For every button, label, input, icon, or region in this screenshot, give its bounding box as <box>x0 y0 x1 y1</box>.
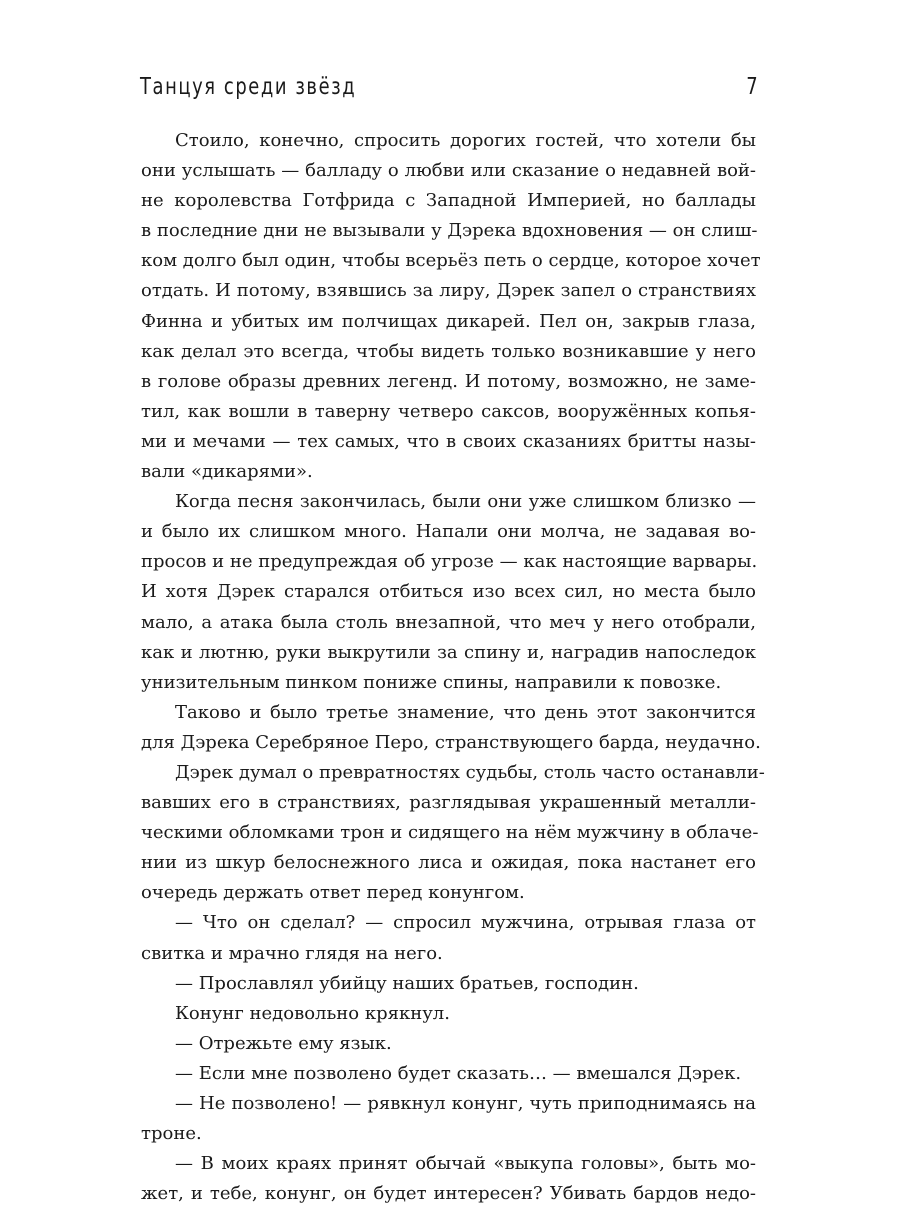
text-line: в последние дни не вызывали у Дэрека вдохновения — он слиш- <box>141 220 758 242</box>
text-line: унизительным пинком пониже спины, направили к повозке. <box>141 671 722 693</box>
text-line: — Прославлял убийцу наших братьев, господин. <box>175 972 639 994</box>
text-line: для Дэрека Серебряное Перо, странствующего барда, неудачно. <box>141 731 761 753</box>
text-line: свитка и мрачно глядя на него. <box>141 942 443 964</box>
text-line: — Что он сделал? — спросил мужчина, отрывая глаза от <box>175 912 756 934</box>
running-header <box>140 74 760 114</box>
text-line: не королевства Готфрида с Западной Империей, но баллады <box>141 190 756 212</box>
text-line: как делал это всегда, чтобы видеть только возникавшие у него <box>141 340 756 362</box>
text-line: нии из шкур белоснежного лиса и ожидая, пока настанет его <box>141 852 756 874</box>
text-line: — Если мне позволено будет сказать… — вмешался Дэрек. <box>175 1062 742 1084</box>
text-line: и было их слишком много. Напали они молча, не задавая во- <box>141 521 756 543</box>
text-line: в голове образы древних легенд. И потому, возможно, не заме- <box>141 370 756 392</box>
text-line: — Не позволено! — рявкнул конунг, чуть приподнимаясь на <box>175 1093 756 1114</box>
text-line: Конунг недовольно крякнул. <box>175 1002 450 1024</box>
text-line: Когда песня закончилась, были они уже слишком близко — <box>175 491 756 513</box>
text-line: — Отрежьте ему язык. <box>175 1032 392 1054</box>
text-line: Дэрек думал о превратностях судьбы, столь часто останавли- <box>175 761 765 783</box>
text-line: как и лютню, руки выкрутили за спину и, наградив напоследок <box>141 641 756 663</box>
text-line: вали «дикарями». <box>141 461 313 483</box>
page-number: 7 <box>746 74 758 100</box>
text-line: вавших его в странствиях, разглядывая украшенный металли- <box>141 792 756 814</box>
text-line: Таково и было третье знамение, что день этот закончится <box>175 701 756 723</box>
text-line: ми и мечами — тех самых, что в своих сказаниях бритты назы- <box>141 430 756 452</box>
text-line: троне. <box>141 1123 202 1145</box>
body-text <box>141 126 765 1209</box>
text-line: тил, как вошли в таверну четверо саксов, вооружённых копья- <box>141 400 756 422</box>
text-line: мало, а атака была столь внезапной, что меч у него отобрали, <box>141 611 756 633</box>
text-line: И хотя Дэрек старался отбиться изо всех сил, но места было <box>141 581 756 603</box>
text-line: просов и не предупреждая об угрозе — как настоящие варвары. <box>141 551 758 573</box>
text-line: — В моих краях принят обычай «выкупа головы», быть мо- <box>175 1153 756 1175</box>
text-line: отдать. И потому, взявшись за лиру, Дэрек запел о странствиях <box>141 280 756 302</box>
text-line: Финна и убитых им полчищах дикарей. Пел он, закрыв глаза, <box>141 310 756 332</box>
text-line: ческими обломками трон и сидящего на нём мужчину в облаче- <box>141 822 759 844</box>
text-line: они услышать — балладу о любви или сказание о недавней вой- <box>141 160 756 182</box>
text-line: очередь держать ответ перед конунгом. <box>141 882 525 904</box>
text-line: Стоило, конечно, спросить дорогих гостей, что хотели бы <box>175 130 756 151</box>
book-title: Танцуя среди звёзд <box>140 74 357 100</box>
text-line: жет, и тебе, конунг, он будет интересен? Убивать бардов недо- <box>141 1183 756 1205</box>
text-line: ком долго был один, чтобы всерьёз петь о сердце, которое хочет <box>141 250 761 272</box>
